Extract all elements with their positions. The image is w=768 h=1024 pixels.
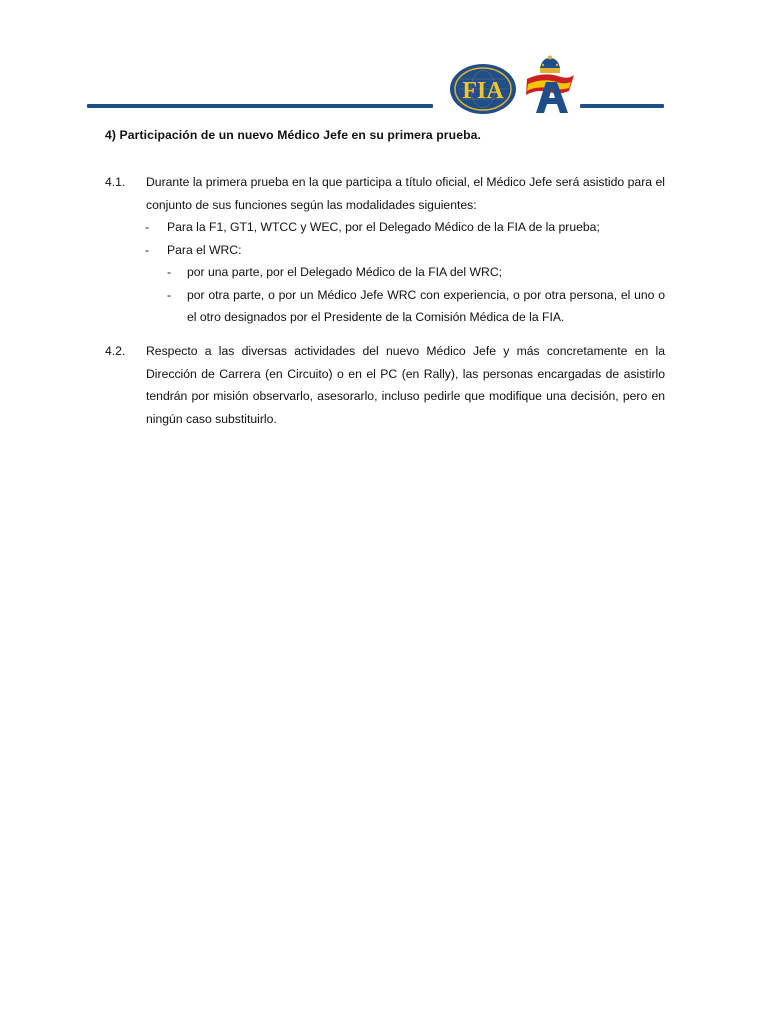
list-dash: - <box>167 265 172 279</box>
sub-list-item <box>167 284 665 329</box>
list-dash: - <box>145 220 150 234</box>
crown-icon <box>540 56 560 74</box>
section-number: 4.2. <box>105 344 126 358</box>
fia-logo <box>448 62 518 116</box>
rfea-crown-flag-logo <box>524 55 576 115</box>
sub-list-item <box>167 261 665 284</box>
list-item <box>145 216 665 239</box>
list-dash: - <box>145 242 150 257</box>
list-item-text: por otra parte, o por un Médico Jefe WRC con experiencia, o por otra persona, el uno o el otro designados por el Presidente de la Comisión Médica de la FIA. <box>187 287 665 324</box>
section-number: 4.1. <box>105 175 126 189</box>
header-rule-left <box>87 104 433 108</box>
svg-text:FIA: FIA <box>462 78 504 104</box>
section-4-2 <box>105 340 665 430</box>
section-paragraph: Respecto a las diversas actividades del nuevo Médico Jefe y más concretamente en la Dirección de Carrera (en Circuito) o en el PC (en Rally), las personas encargadas de asistirlo tendrán por misión observarlo, asesorarlo, incluso pedirle que modifique una decisión, pero en ningún caso substituirlo. <box>146 344 665 426</box>
section-heading: 4) Participación de un nuevo Médico Jefe en su primera prueba. <box>105 128 481 142</box>
list-item-text: Para la F1, GT1, WTCC y WEC, por el Delegado Médico de la FIA de la prueba; <box>167 220 600 234</box>
header-rule-right <box>580 104 664 108</box>
list-item-text: por una parte, por el Delegado Médico de la FIA del WRC; <box>187 265 503 279</box>
list-item-text: Para el WRC: <box>167 242 242 257</box>
section-4-1 <box>105 171 665 329</box>
list-item <box>145 239 665 262</box>
section-paragraph: Durante la primera prueba en la que participa a título oficial, el Médico Jefe será asistido para el conjunto de sus funciones según las modalidades siguientes: <box>146 175 665 212</box>
list-dash: - <box>167 287 172 302</box>
